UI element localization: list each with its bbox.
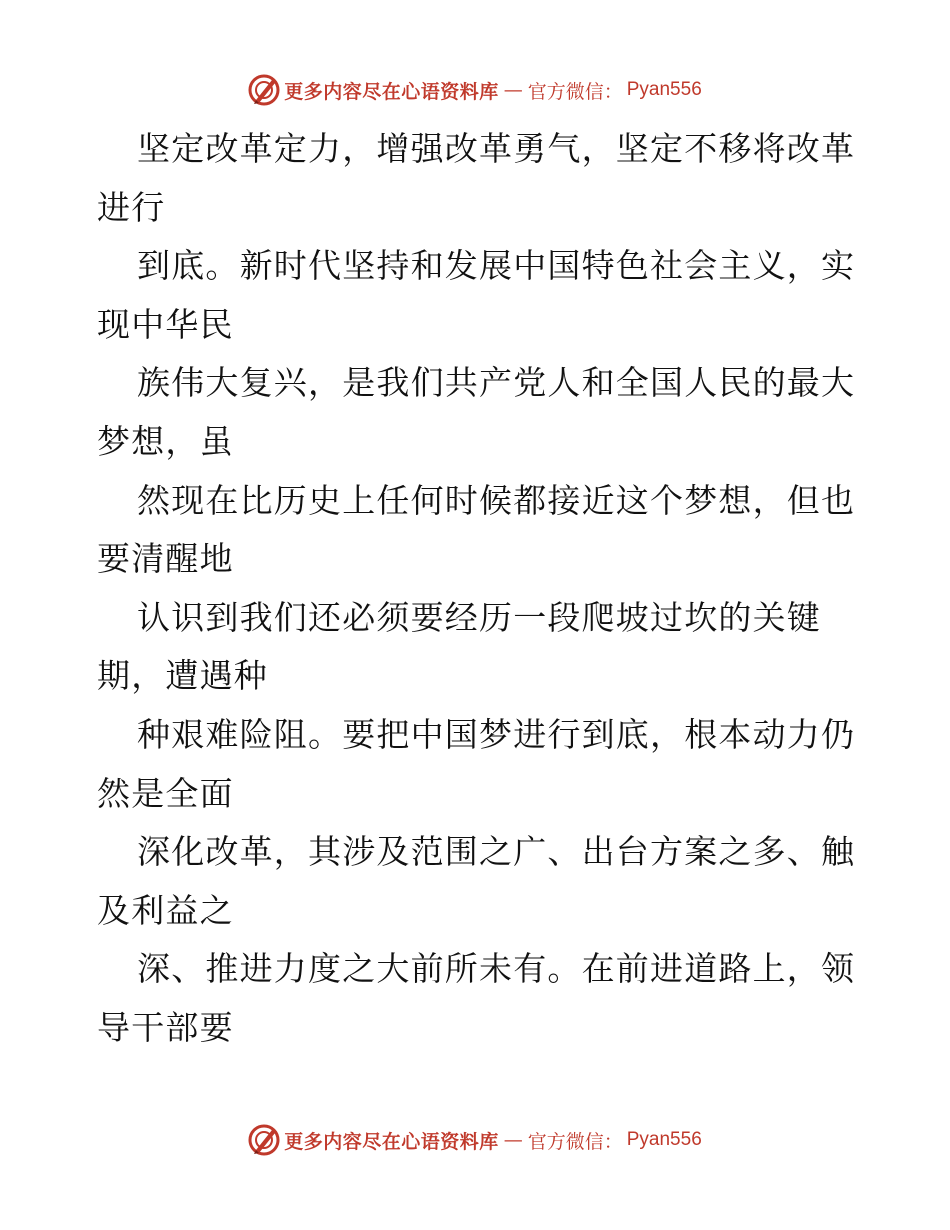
banner-inner	[248, 74, 702, 106]
pen-logo-icon	[248, 1124, 280, 1156]
text-line: 到底。新时代坚持和发展中国特色社会主义，实	[137, 246, 856, 286]
banner-wechat-id: Pyan556	[626, 1129, 702, 1150]
banner-site-name: 更多内容尽在心语资料库	[284, 80, 499, 103]
banner-dash: —	[503, 1129, 523, 1151]
text-line: 及利益之	[97, 890, 234, 930]
banner-inner	[248, 1124, 702, 1156]
text-line: 族伟大复兴，是我们共产党人和全国人民的最大	[137, 363, 856, 403]
banner-wechat-label: 官方微信：	[527, 80, 623, 103]
text-line: 期，遭遇种	[97, 656, 268, 696]
footer-banner	[0, 1122, 950, 1158]
text-line: 深化改革，其涉及范围之广、出台方案之多、触	[137, 832, 856, 872]
text-line: 梦想，虽	[97, 421, 234, 461]
text-line: 坚定改革定力，增强改革勇气，坚定不移将改革	[137, 129, 856, 168]
text-line: 现中华民	[97, 304, 234, 344]
text-line: 然是全面	[97, 773, 234, 813]
banner-site-name: 更多内容尽在心语资料库	[284, 1130, 499, 1153]
text-line: 导干部要	[97, 1007, 234, 1047]
document-body	[97, 120, 857, 1058]
text-line: 种艰难险阻。要把中国梦进行到底，根本动力仍	[137, 714, 856, 754]
banner-dash: —	[503, 79, 523, 101]
text-line: 要清醒地	[97, 539, 234, 579]
text-line: 进行	[97, 187, 166, 227]
pen-logo-icon	[248, 74, 280, 106]
header-banner	[0, 72, 950, 108]
text-line: 深、推进力度之大前所未有。在前进道路上，领	[137, 949, 856, 989]
text-line: 认识到我们还必须要经历一段爬坡过坎的关键	[137, 597, 821, 637]
text-line: 然现在比历史上任何时候都接近这个梦想，但也	[137, 480, 856, 520]
banner-wechat-id: Pyan556	[626, 79, 702, 100]
banner-wechat-label: 官方微信：	[527, 1130, 623, 1153]
